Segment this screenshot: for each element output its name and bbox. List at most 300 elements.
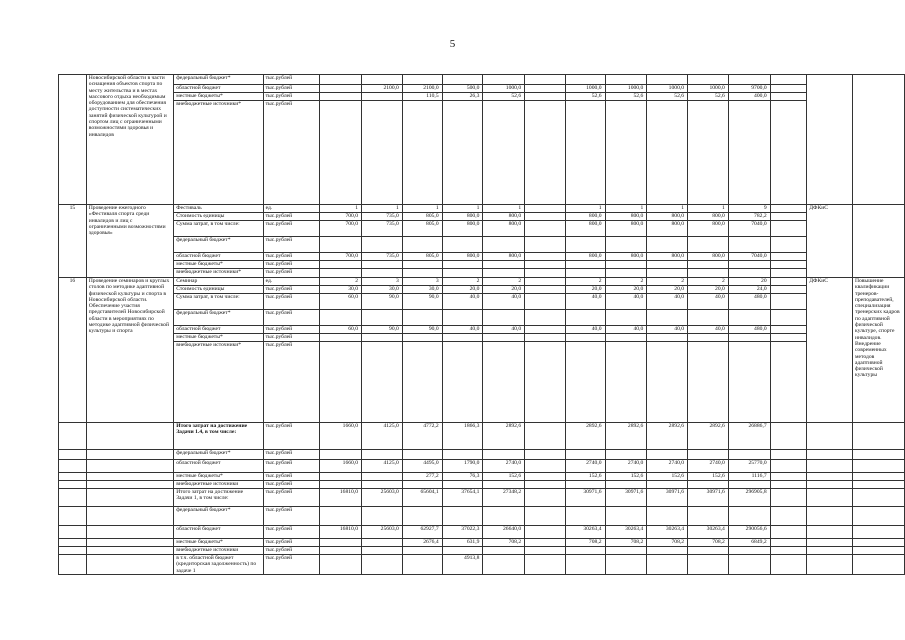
row-number [59,423,87,450]
value-cell: 1000,0 [483,85,525,93]
value-cell [565,75,605,85]
value-cell [770,473,807,481]
value-cell [525,253,566,261]
value-cell [565,310,605,326]
value-cell: 25770,0 [728,460,770,473]
value-cell: 52,6 [483,93,525,101]
value-cell: 290056,6 [728,526,770,539]
value-cell [770,460,807,473]
value-cell [362,334,403,342]
value-cell [362,75,403,85]
value-cell [688,342,729,423]
value-cell: 2 [605,278,647,286]
value-cell: 9700,0 [728,85,770,93]
value-cell [688,547,729,555]
value-cell [402,555,442,575]
total-label: федеральный бюджет* [174,450,263,460]
value-cell [320,261,362,269]
value-cell: 1000,0 [565,85,605,93]
unit-cell: тыс.рублей [263,75,320,85]
value-cell [483,555,525,575]
value-cell [688,310,729,326]
value-cell: 16810,0 [320,526,362,539]
value-cell [728,555,770,575]
value-cell [483,75,525,85]
value-cell [320,334,362,342]
value-cell [770,423,807,450]
value-cell: 1 [483,205,525,213]
value-cell: 37022,3 [442,526,483,539]
spacer-cell [86,555,173,575]
value-cell: 1660,0 [320,423,362,450]
program-table [58,74,905,575]
indicator-label: федеральный бюджет* [174,75,263,85]
value-cell: 60,0 [320,326,362,334]
value-cell [647,450,688,460]
spacer-cell [86,473,173,481]
value-cell [770,450,807,460]
value-cell [770,326,807,334]
value-cell [525,237,566,253]
value-cell: 2100,0 [362,85,403,93]
unit-cell: ед. [263,278,320,286]
table-row [59,334,905,342]
value-cell: 800,0 [442,221,483,237]
value-cell [728,310,770,326]
value-cell: 805,0 [402,221,442,237]
row-number [59,507,87,526]
value-cell [525,460,566,473]
value-cell [770,334,807,342]
total-row [59,423,905,450]
value-cell [442,450,483,460]
value-cell [647,237,688,253]
value-cell [728,101,770,205]
value-cell: 1 [647,205,688,213]
value-cell: 24,0 [728,286,770,294]
unit-cell: тыс.рублей [263,221,320,237]
value-cell [770,294,807,310]
total-label: внебюджетные источники [174,481,263,489]
total-row [59,450,905,460]
table-row [59,294,905,310]
value-cell: 2892,6 [565,423,605,450]
executor-cell [807,507,853,526]
value-cell [647,261,688,269]
value-cell [525,342,566,423]
value-cell [320,507,362,526]
value-cell [605,334,647,342]
value-cell: 708,2 [688,539,729,547]
value-cell [770,286,807,294]
spacer-cell [86,460,173,473]
value-cell [362,473,403,481]
value-cell: 40,0 [605,326,647,334]
value-cell [605,75,647,85]
result-cell [852,489,904,507]
value-cell [525,269,566,278]
value-cell [362,269,403,278]
value-cell: 30971,6 [605,489,647,507]
value-cell: 20,0 [688,286,729,294]
unit-cell: тыс.рублей [263,539,320,547]
row-number [59,526,87,539]
value-cell [770,310,807,326]
value-cell: 800,0 [483,213,525,221]
executor-cell [807,547,853,555]
value-cell: 25603,0 [362,526,403,539]
value-cell: 1 [565,205,605,213]
value-cell: 40,0 [483,326,525,334]
row-number [59,75,87,205]
value-cell: 1 [402,205,442,213]
total-label: областной бюджет [174,526,263,539]
value-cell [525,221,566,237]
row-number [59,489,87,507]
value-cell [320,310,362,326]
value-cell: 152,6 [647,473,688,481]
value-cell: 296905,8 [728,489,770,507]
value-cell [483,342,525,423]
indicator-label: Фестиваль [174,205,263,213]
value-cell: 700,0 [320,213,362,221]
value-cell: 90,0 [402,294,442,310]
value-cell [483,237,525,253]
value-cell [525,310,566,326]
row-number [59,539,87,547]
value-cell: 30,0 [402,286,442,294]
value-cell [728,261,770,269]
unit-cell: тыс.рублей [263,93,320,101]
result-cell [852,460,904,473]
value-cell: 20 [728,278,770,286]
value-cell: 20,0 [565,286,605,294]
value-cell [483,269,525,278]
spacer-cell [86,507,173,526]
indicator-label: Сумма затрат, в том числе: [174,221,263,237]
value-cell [483,547,525,555]
value-cell [402,237,442,253]
value-cell: 30263,4 [647,526,688,539]
executor-cell [807,460,853,473]
result-cell [852,526,904,539]
value-cell: 40,0 [565,326,605,334]
table-row [59,221,905,237]
value-cell: 708,2 [647,539,688,547]
value-cell: 52,6 [605,93,647,101]
value-cell [525,507,566,526]
value-cell [402,269,442,278]
value-cell [647,310,688,326]
value-cell [728,481,770,489]
value-cell: 20,0 [605,286,647,294]
value-cell: 40,0 [647,294,688,310]
value-cell [362,507,403,526]
value-cell: 20,0 [483,286,525,294]
table-row [59,213,905,221]
row-number: 16 [59,278,87,423]
value-cell: 1000,0 [688,85,729,93]
value-cell: 1116,7 [728,473,770,481]
value-cell: 800,0 [442,253,483,261]
total-row [59,539,905,547]
value-cell [647,342,688,423]
indicator-label: местные бюджеты* [174,93,263,101]
value-cell [320,539,362,547]
value-cell: 6849,2 [728,539,770,547]
value-cell [402,342,442,423]
value-cell: 400,0 [728,93,770,101]
value-cell [728,269,770,278]
executor-cell [807,489,853,507]
value-cell: 800,0 [647,221,688,237]
value-cell [770,93,807,101]
value-cell [605,555,647,575]
value-cell: 110,5 [402,93,442,101]
value-cell [565,261,605,269]
measure-name: Новосибирской области в части оснащения объектов спорта по месту жительства и в местах массового отдыха необходимым оборудованием для обеспечения доступности систематических занятий физической культурой и спортом лиц с ограниченными возможностями здоровья и инвалидов [86,75,173,205]
indicator-label: внебюджетные источники* [174,269,263,278]
value-cell [525,547,566,555]
executor-cell [807,526,853,539]
value-cell: 1 [605,205,647,213]
value-cell [647,481,688,489]
value-cell: 26640,0 [483,526,525,539]
value-cell [605,101,647,205]
value-cell [525,539,566,547]
total-label: Итого затрат на достижение Задачи 1.4, в том числе: [174,423,263,450]
value-cell [483,450,525,460]
value-cell: 2 [320,278,362,286]
value-cell [688,237,729,253]
value-cell [320,555,362,575]
value-cell [525,286,566,294]
value-cell: 26,3 [442,93,483,101]
unit-cell: тыс.рублей [263,294,320,310]
value-cell [565,342,605,423]
value-cell [442,342,483,423]
value-cell [688,450,729,460]
total-label: местные бюджеты* [174,473,263,481]
value-cell [605,507,647,526]
unit-cell: тыс.рублей [263,213,320,221]
unit-cell: тыс.рублей [263,334,320,342]
value-cell: 30971,6 [647,489,688,507]
value-cell: 2892,6 [688,423,729,450]
unit-cell: тыс.рублей [263,423,320,450]
table-row [59,237,905,253]
unit-cell: тыс.рублей [263,85,320,93]
value-cell [402,101,442,205]
value-cell [442,334,483,342]
value-cell: 16810,0 [320,489,362,507]
value-cell: 1 [362,205,403,213]
unit-cell: тыс.рублей [263,555,320,575]
value-cell [320,101,362,205]
value-cell: 800,0 [565,253,605,261]
value-cell [770,481,807,489]
table-row [59,326,905,334]
value-cell: 2892,6 [483,423,525,450]
executor-cell [807,450,853,460]
value-cell [770,261,807,269]
value-cell [728,450,770,460]
result-cell [852,473,904,481]
value-cell [605,342,647,423]
value-cell [647,334,688,342]
result-cell [852,539,904,547]
value-cell [402,450,442,460]
measure-name: Проведение ежегодного «Фестиваля спорта среди инвалидов и лиц с ограниченными возможностями здоровья» [86,205,173,278]
result-cell [852,547,904,555]
value-cell [770,526,807,539]
result-cell [852,507,904,526]
value-cell: 1000,0 [605,85,647,93]
value-cell [483,261,525,269]
value-cell: 40,0 [483,294,525,310]
value-cell: 62927,7 [402,526,442,539]
value-cell: 800,0 [605,253,647,261]
indicator-label: местные бюджеты* [174,334,263,342]
value-cell [525,334,566,342]
value-cell: 90,0 [402,326,442,334]
value-cell [770,101,807,205]
value-cell [770,507,807,526]
value-cell [770,205,807,213]
indicator-label: внебюджетные источники* [174,342,263,423]
value-cell [647,507,688,526]
value-cell: 708,2 [483,539,525,547]
value-cell [688,101,729,205]
value-cell: 800,0 [605,213,647,221]
unit-cell: тыс.рублей [263,547,320,555]
value-cell [402,75,442,85]
value-cell: 152,6 [688,473,729,481]
value-cell [770,221,807,237]
value-cell: 2892,6 [647,423,688,450]
value-cell [770,213,807,221]
executor-cell [807,539,853,547]
unit-cell: тыс.рублей [263,326,320,334]
value-cell [525,450,566,460]
value-cell: 2 [483,278,525,286]
value-cell: 4913,8 [442,555,483,575]
value-cell [525,489,566,507]
value-cell [605,481,647,489]
value-cell [442,269,483,278]
indicator-label: федеральный бюджет* [174,237,263,253]
spacer-cell [86,489,173,507]
measure-name: Проведение семинаров и круглых столов по методике адаптивной физической культуры и спорта в Новосибирской области. Обеспечение участия представителей Новосибирской области в мероприятиях по методике адаптивной физической культуры и спорта [86,278,173,423]
value-cell [525,261,566,269]
value-cell [525,205,566,213]
value-cell: 90,0 [362,326,403,334]
value-cell: 735,0 [362,213,403,221]
value-cell [565,101,605,205]
value-cell: 152,6 [483,473,525,481]
table-row [59,205,905,213]
value-cell [770,555,807,575]
value-cell [770,253,807,261]
value-cell [770,539,807,547]
total-label: Итого затрат на достижение Задачи 1, в том числе: [174,489,263,507]
value-cell [728,342,770,423]
result-cell [852,205,904,278]
row-number [59,547,87,555]
unit-cell: тыс.рублей [263,473,320,481]
value-cell [442,481,483,489]
value-cell [362,261,403,269]
page-number: 5 [449,38,456,50]
total-row [59,526,905,539]
value-cell: 52,6 [565,93,605,101]
spacer-cell [86,526,173,539]
value-cell: 277,2 [402,473,442,481]
value-cell: 631,9 [442,539,483,547]
value-cell [688,75,729,85]
value-cell: 4772,2 [402,423,442,450]
value-cell [565,547,605,555]
value-cell [770,85,807,93]
value-cell [525,75,566,85]
value-cell [320,269,362,278]
value-cell [320,547,362,555]
value-cell [688,481,729,489]
value-cell [728,334,770,342]
value-cell: 800,0 [688,213,729,221]
value-cell [320,342,362,423]
value-cell [647,269,688,278]
value-cell: 2740,0 [565,460,605,473]
table-row [59,286,905,294]
table-row [59,278,905,286]
value-cell: 7040,0 [728,253,770,261]
value-cell: 700,0 [320,221,362,237]
value-cell [362,93,403,101]
value-cell [362,539,403,547]
value-cell [525,294,566,310]
value-cell: 2740,0 [483,460,525,473]
table-row [59,342,905,423]
unit-cell: тыс.рублей [263,489,320,507]
spacer-cell [86,423,173,450]
value-cell: 1790,0 [442,460,483,473]
value-cell [728,237,770,253]
value-cell: 40,0 [442,294,483,310]
value-cell [728,75,770,85]
unit-cell: тыс.рублей [263,101,320,205]
value-cell: 2676,4 [402,539,442,547]
value-cell: 20,0 [647,286,688,294]
value-cell [525,473,566,481]
value-cell [362,342,403,423]
value-cell [605,261,647,269]
value-cell [525,555,566,575]
unit-cell: тыс.рублей [263,269,320,278]
value-cell: 2 [688,278,729,286]
value-cell: 76,3 [442,473,483,481]
value-cell [525,93,566,101]
value-cell: 480,0 [728,294,770,310]
spacer-cell [86,450,173,460]
table-row [59,310,905,326]
value-cell [688,507,729,526]
value-cell: 708,2 [565,539,605,547]
executor-cell [807,75,853,205]
value-cell: 708,2 [605,539,647,547]
value-cell [605,237,647,253]
value-cell: 152,6 [565,473,605,481]
